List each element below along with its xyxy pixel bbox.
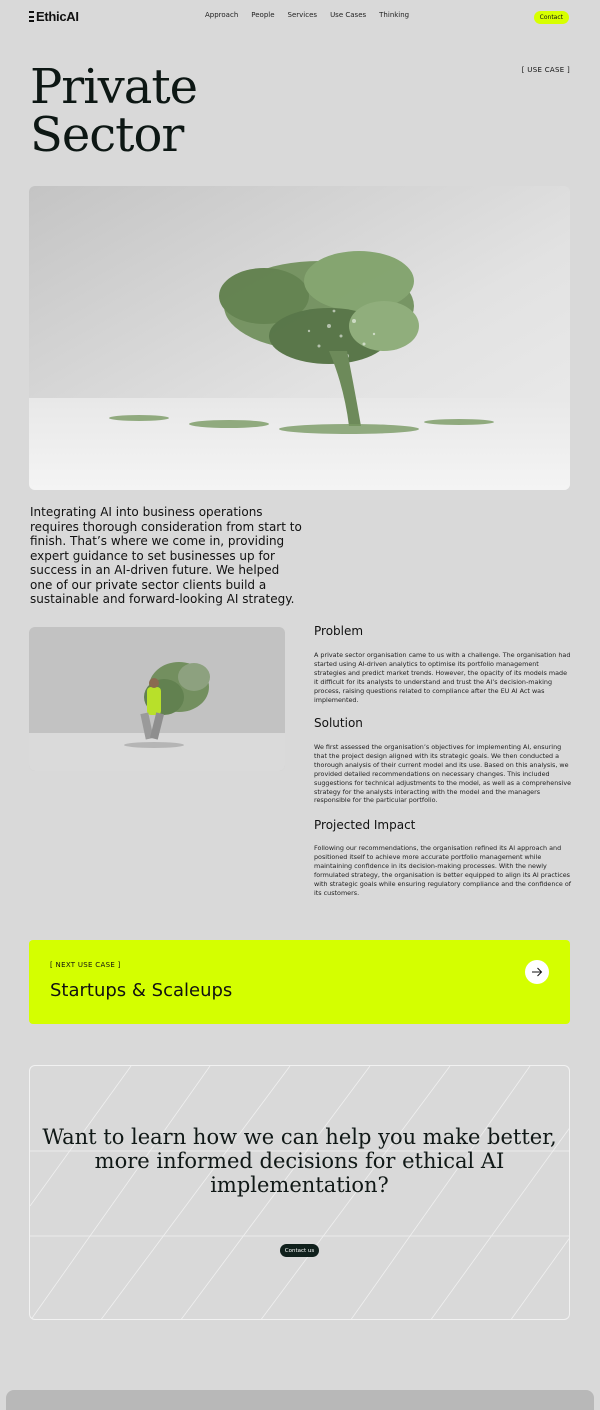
- logo[interactable]: [29, 9, 79, 24]
- main-nav: [205, 11, 409, 19]
- next-use-case-tag: [ NEXT USE CASE ]: [50, 961, 121, 969]
- intro-paragraph: Integrating AI into business operations requires thorough consideration from start to finish. That’s where we come in, providing expert guidance to set businesses up for success in an AI-driven future. We helped one of our private sector clients build a sustainable and forward-looking AI strategy.: [30, 505, 302, 606]
- person-image: [29, 627, 285, 771]
- nav-people[interactable]: People: [251, 11, 275, 19]
- section-heading-problem: Problem: [314, 624, 364, 638]
- contact-button[interactable]: Contact: [534, 11, 569, 24]
- next-use-case-title[interactable]: Startups & Scaleups: [50, 980, 233, 1001]
- nav-thinking[interactable]: Thinking: [379, 11, 410, 19]
- section-body-solution: We first assessed the organisation’s objectives for implementing AI, ensuring that the project design aligned with its strategic goals. We then conducted a thorough analysis of their current model and its use. Based on this analysis, we provided detailed recommendations on necessary changes. This included suggestions for technical adjustments to the model, as well as a comprehensive strategy for the analysts interacting with the model and the managers responsible for the particular portfolio.: [314, 743, 572, 805]
- section-heading-projected-impact: Projected Impact: [314, 818, 416, 832]
- section-body-problem: A private sector organisation came to us with a challenge. The organisation had started using AI-driven analytics to optimise its portfolio management strategies and predict market trends. However, the opacity of its models made it difficult for its analysts to understand and trust the AI’s decision-making process, raising questions related to compliance after the EU AI Act was implemented.: [314, 651, 571, 704]
- contact-us-button[interactable]: Contact us: [280, 1244, 319, 1257]
- section-body-projected-impact: Following our recommendations, the organisation refined its AI approach and positioned itself to achieve more accurate portfolio management while maintaining confidence in its decision-making processes. With the newly formulated strategy, the organisation is better equipped to align its AI practices with strategic goals while ensuring regulatory compliance and the confidence of its customers.: [314, 844, 572, 897]
- arrow-right-icon: [531, 966, 543, 978]
- hero-image: [29, 186, 570, 490]
- footer: [6, 1390, 594, 1410]
- section-heading-solution: Solution: [314, 716, 363, 730]
- page-title-line-1: Private: [30, 59, 198, 115]
- nav-approach[interactable]: Approach: [205, 11, 239, 19]
- cta-heading: Want to learn how we can help you make better, more informed decisions for ethical AI implementation?: [42, 1125, 557, 1197]
- logo-bars-icon: [29, 11, 34, 22]
- use-case-tag: [ USE CASE ]: [521, 66, 570, 74]
- logo-text: EthicAI: [36, 9, 79, 24]
- nav-services[interactable]: Services: [287, 11, 318, 19]
- nav-use-cases[interactable]: Use Cases: [330, 11, 367, 19]
- next-arrow-button[interactable]: [525, 960, 549, 984]
- page-title: [30, 59, 198, 163]
- page-title-line-2: Sector: [30, 107, 184, 163]
